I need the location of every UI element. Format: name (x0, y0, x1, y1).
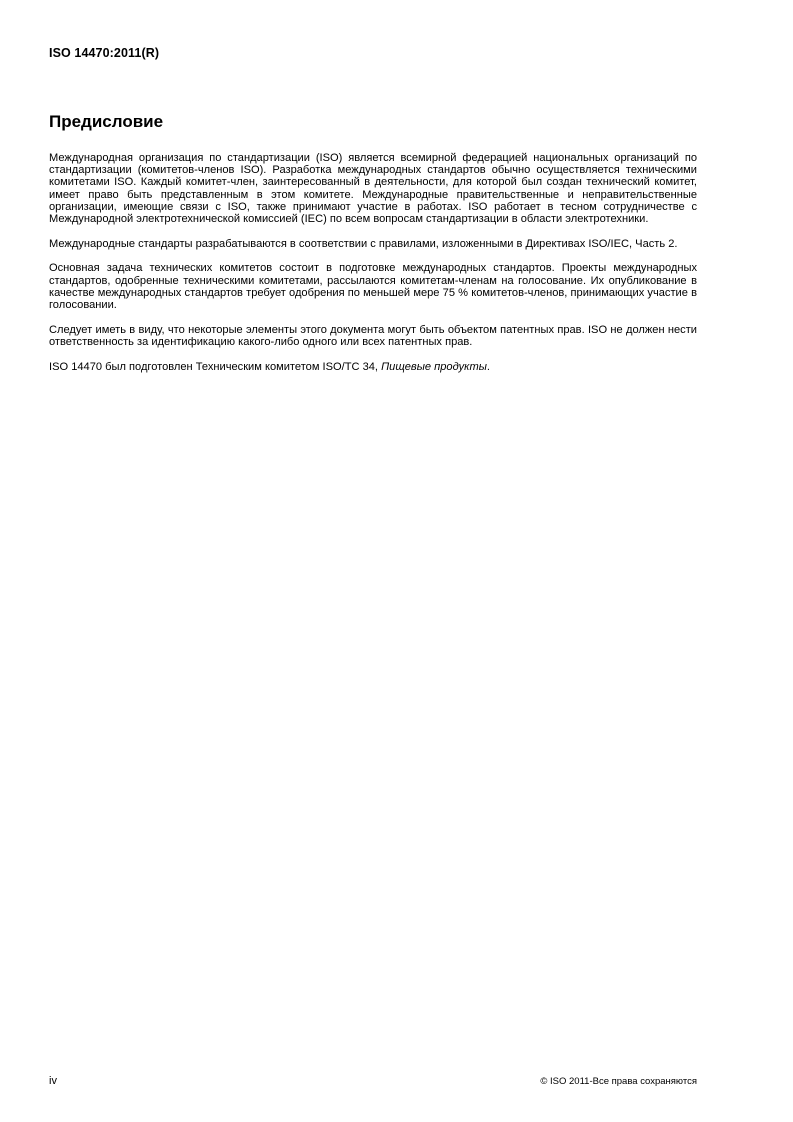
paragraph-prepared-by (49, 361, 697, 373)
section-title: Предисловие (49, 112, 164, 131)
page-number: iv (49, 1075, 57, 1087)
paragraph-iso-organization: Международная организация по стандартизации (ISO) является всемирной федерацией национальных организаций по стандартизации (комитетов-членов ISO). Разработка международных стандартов обычно осуществляется техническими комитетами ISO. Каждый комитет-член, заинтересованный в деятельности, для которой был создан технический комитет, имеет право быть представленным в этом комитете. Международные правительственные и неправительственные организации, имеющие связи с ISO, также принимают участие в работах. ISO работает в тесном сотрудничестве с Международной электротехнической комиссией (IEC) по всем вопросам стандартизации в области электротехники. (49, 152, 697, 226)
paragraph-committee-task: Основная задача технических комитетов состоит в подготовке международных стандартов. Проекты международных стандартов, одобренные техническими комитетами, рассылаются комитетам-членам на голосование. Их опубликование в качестве международных стандартов требует одобрения по меньшей мере 75 % комитетов-членов, принимающих участие в голосовании. (49, 262, 697, 312)
paragraph-directives: Международные стандарты разрабатываются в соответствии с правилами, изложенными в Директивах ISO/IEC, Часть 2. (49, 237, 678, 250)
committee-title: Пищевые продукты (381, 360, 487, 373)
prepared-by-text: ISO 14470 был подготовлен Техническим комитетом ISO/TC 34, (49, 360, 382, 373)
copyright-notice: © ISO 2011-Все права сохраняются (540, 1076, 697, 1087)
paragraph-patent-rights: Следует иметь в виду, что некоторые элементы этого документа могут быть объектом патентных прав. ISO не должен нести ответственность за идентификацию какого-либо одного или всех патентных прав. (49, 323, 697, 348)
foreword-body (49, 152, 697, 385)
prepared-by-end: . (486, 360, 490, 373)
document-header-standard-id: ISO 14470:2011(R) (49, 46, 160, 60)
